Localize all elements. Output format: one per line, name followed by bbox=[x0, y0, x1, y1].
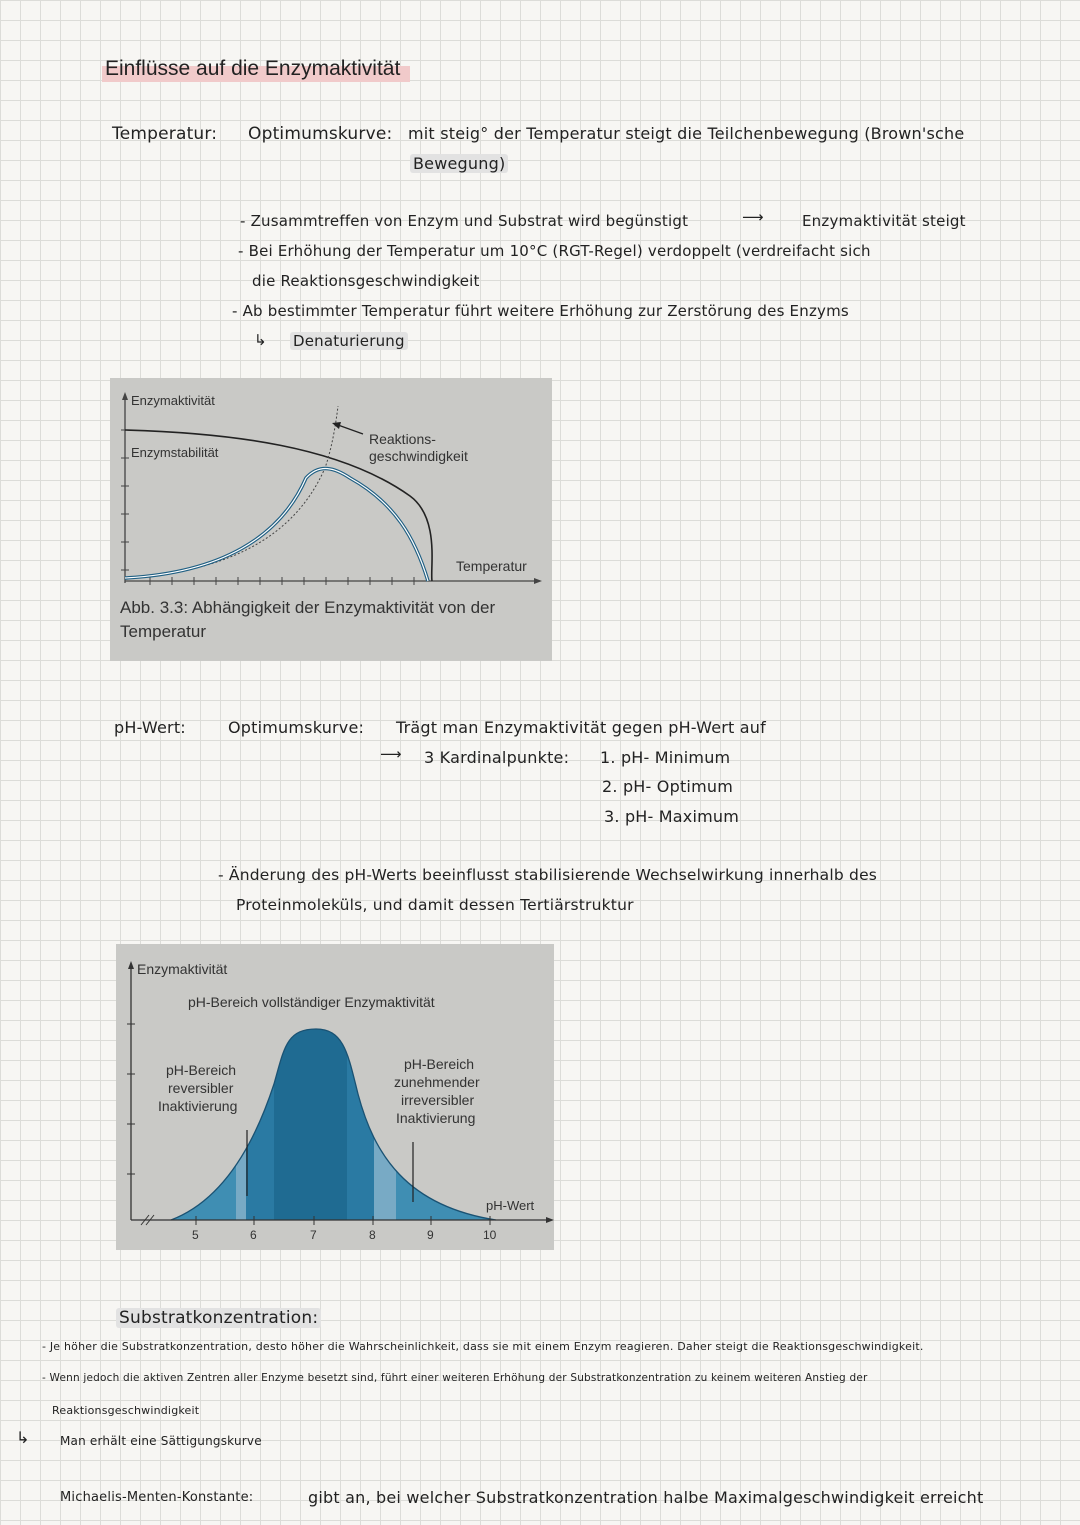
substrate-bullet-2-cont: Reaktionsgeschwindigkeit bbox=[52, 1404, 200, 1417]
figure2-tick-8: 8 bbox=[369, 1228, 376, 1242]
figure2-tick-10: 10 bbox=[483, 1228, 497, 1242]
ph-bullet-1-cont: Proteinmoleküls, und damit dessen Tertiärstruktur bbox=[236, 896, 634, 914]
arrow-right-icon: ⟶ bbox=[742, 208, 764, 226]
figure2-irrev-label-4: Inaktivierung bbox=[396, 1110, 476, 1126]
figure2-rev-label-2: reversibler bbox=[168, 1080, 234, 1096]
temperature-heading: Temperatur: bbox=[112, 124, 218, 144]
figure1-rate-label-2: geschwindigkeit bbox=[369, 448, 468, 464]
figure1-stability-label: Enzymstabilität bbox=[131, 445, 219, 460]
figure2-tick-9: 9 bbox=[427, 1228, 434, 1242]
corner-arrow-icon: ↳ bbox=[254, 331, 267, 349]
ph-heading: pH-Wert: bbox=[114, 718, 186, 737]
temperature-figure bbox=[110, 378, 552, 661]
temperature-bullet-3-result: Denaturierung bbox=[290, 332, 408, 350]
page-title: Einflüsse auf die Enzymaktivität bbox=[105, 57, 401, 80]
michaelis-label: Michaelis-Menten-Konstante: bbox=[60, 1490, 254, 1505]
ph-optimum-text: Trägt man Enzymaktivität gegen pH-Wert auf bbox=[396, 718, 766, 737]
temperature-optimum-label: Optimumskurve: bbox=[248, 124, 393, 144]
figure2-x-label: pH-Wert bbox=[486, 1198, 535, 1213]
figure1-caption-1: Abb. 3.3: Abhängigkeit der Enzymaktivität von der bbox=[120, 598, 496, 617]
figure2-irrev-label-2: zunehmender bbox=[394, 1074, 480, 1090]
temperature-bullet-2-cont: die Reaktionsgeschwindigkeit bbox=[252, 272, 480, 290]
ph-figure bbox=[116, 944, 554, 1250]
figure1-caption-2: Temperatur bbox=[120, 622, 206, 641]
substrate-bullet-2: - Wenn jedoch die aktiven Zentren aller Enzyme besetzt sind, führt einer weiteren Erhöhung der Substratkonzentration zu keinem weiteren Anstieg der bbox=[42, 1372, 868, 1384]
figure2-rev-label-1: pH-Bereich bbox=[166, 1062, 237, 1078]
temperature-bullet-1-result: Enzymaktivität steigt bbox=[802, 212, 966, 230]
figure2-tick-7: 7 bbox=[310, 1228, 317, 1242]
temperature-bullet-2: - Bei Erhöhung der Temperatur um 10°C (RGT-Regel) verdoppelt (verdreifacht sich bbox=[238, 242, 871, 260]
ph-optimum-label: Optimumskurve: bbox=[228, 718, 365, 737]
temperature-optimum-text-2: Bewegung) bbox=[410, 154, 508, 173]
corner-arrow-icon-2: ↳ bbox=[16, 1428, 30, 1447]
substrate-bullet-1: - Je höher die Substratkonzentration, desto höher die Wahrscheinlichkeit, dass sie mit einem Enzym reagieren. Daher steigt die Reaktionsgeschwindigkeit. bbox=[42, 1340, 924, 1353]
michaelis-text: gibt an, bei welcher Substratkonzentration halbe Maximalgeschwindigkeit erreicht bbox=[308, 1488, 984, 1507]
substrate-result: Man erhält eine Sättigungskurve bbox=[60, 1434, 262, 1448]
ph-kardinal-label: 3 Kardinalpunkte: bbox=[424, 748, 570, 767]
figure2-rev-label-3: Inaktivierung bbox=[158, 1098, 238, 1114]
figure2-tick-6: 6 bbox=[250, 1228, 257, 1242]
ph-point-3: 3. pH- Maximum bbox=[604, 807, 740, 826]
substrate-heading: Substratkonzentration: bbox=[116, 1308, 321, 1328]
ph-point-1: 1. pH- Minimum bbox=[600, 748, 731, 767]
figure1-rate-label-1: Reaktions- bbox=[369, 431, 436, 447]
figure2-irrev-label-3: irreversibler bbox=[401, 1092, 475, 1108]
arrow-right-icon-2: ⟶ bbox=[380, 745, 402, 763]
ph-point-2: 2. pH- Optimum bbox=[602, 777, 733, 796]
figure1-y-label: Enzymaktivität bbox=[131, 393, 215, 408]
figure2-tick-5: 5 bbox=[192, 1228, 199, 1242]
ph-bullet-1: - Änderung des pH-Werts beeinflusst stabilisierende Wechselwirkung innerhalb des bbox=[218, 866, 878, 884]
figure2-irrev-label-1: pH-Bereich bbox=[404, 1056, 475, 1072]
figure2-full-label: pH-Bereich vollständiger Enzymaktivität bbox=[188, 994, 435, 1010]
temperature-bullet-1: - Zusammtreffen von Enzym und Substrat wird begünstigt bbox=[240, 212, 689, 230]
activity-curve bbox=[125, 469, 428, 581]
figure1-x-label: Temperatur bbox=[456, 558, 527, 574]
figure2-y-label: Enzymaktivität bbox=[137, 961, 228, 977]
temperature-bullet-3: - Ab bestimmter Temperatur führt weitere Erhöhung zur Zerstörung des Enzyms bbox=[232, 302, 849, 320]
temperature-optimum-text: mit steig° der Temperatur steigt die Teilchenbewegung (Brown'sche bbox=[408, 124, 965, 143]
